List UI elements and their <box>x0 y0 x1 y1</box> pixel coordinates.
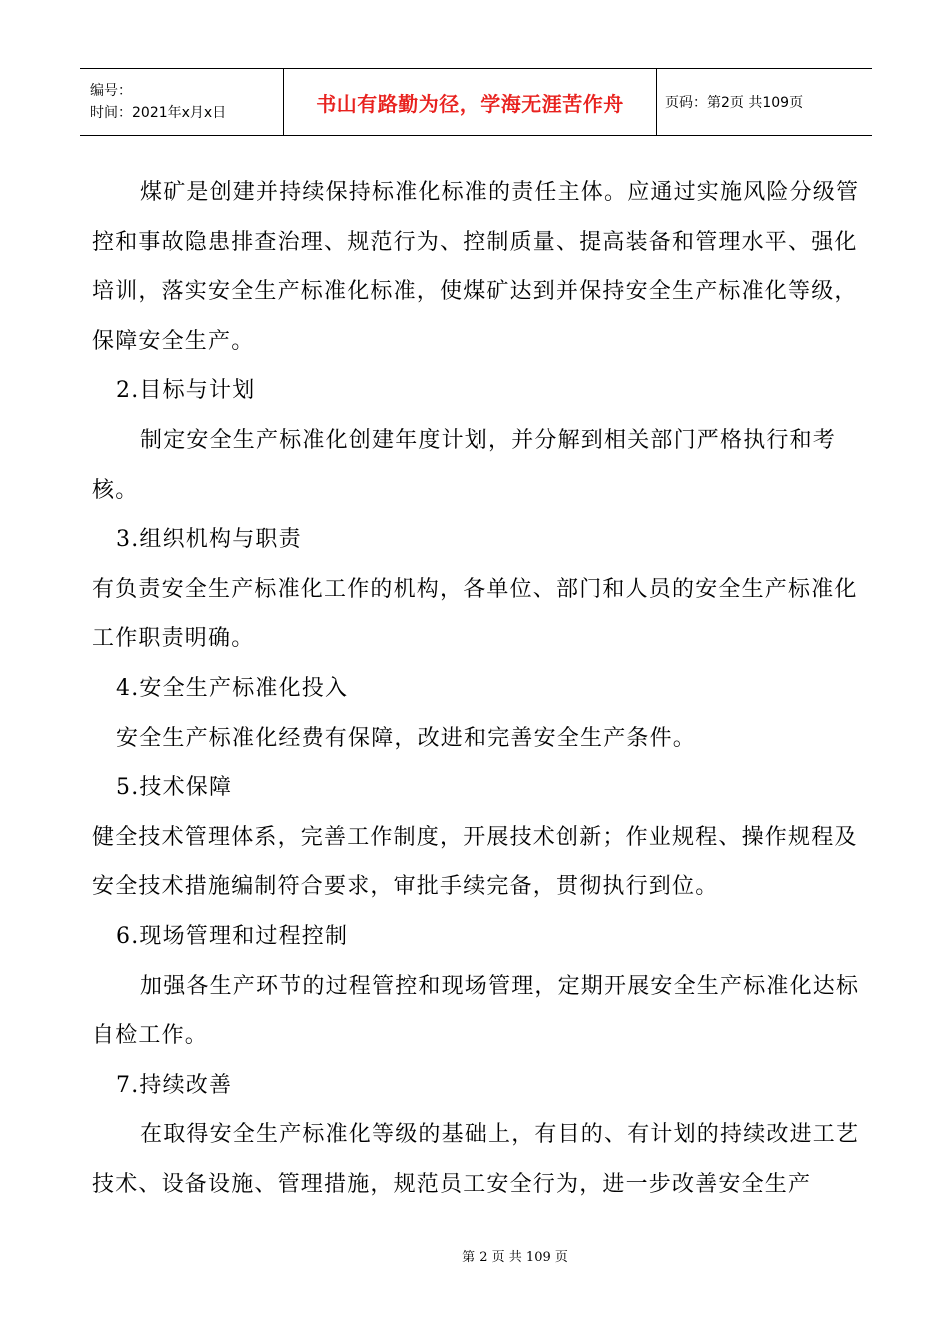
section-heading-4: 4.安全生产标准化投入 <box>116 675 349 701</box>
paragraph-4: 安全生产标准化经费有保障，改进和完善安全生产条件。 <box>116 725 697 751</box>
paragraph-5: 健全技术管理体系，完善工作制度，开展技术创新；作业规程、操作规程及安全技术措施编制符合要求，审批手续完备，贯彻执行到位。 <box>92 824 858 900</box>
section-heading-6: 6.现场管理和过程控制 <box>116 923 349 949</box>
section-heading-7: 7.持续改善 <box>116 1072 233 1098</box>
paragraph-6: 加强各生产环节的过程管控和现场管理，定期开展安全生产标准化达标自检工作。 <box>92 973 860 1049</box>
section-heading-3: 3.组织机构与职责 <box>116 527 302 553</box>
header-motto-cell <box>283 69 657 135</box>
header-page-info: 页码：第2页 共109页 <box>665 95 804 111</box>
paragraph-2: 制定安全生产标准化创建年度计划，并分解到相关部门严格执行和考核。 <box>92 427 837 503</box>
header-page-cell <box>657 69 872 135</box>
document-number-label: 编号： <box>90 83 132 99</box>
header-motto: 书山有路勤为径，学海无涯苦作舟 <box>316 91 624 116</box>
section-heading-2: 2.目标与计划 <box>116 378 256 404</box>
paragraph-3: 有负责安全生产标准化工作的机构，各单位、部门和人员的安全生产标准化工作职责明确。 <box>92 576 858 652</box>
paragraph-1: 煤矿是创建并持续保持标准化标准的责任主体。应通过实施风险分级管控和事故隐患排查治理、规范行为、控制质量、提高装备和管理水平、强化培训，落实安全生产标准化标准，使煤矿达到并保持安全生产标准化等级，保障安全生产。 <box>92 180 860 354</box>
header-meta <box>80 69 283 135</box>
page-footer: 第 2 页 共 109 页 <box>462 1250 568 1265</box>
paragraph-7: 在取得安全生产标准化等级的基础上，有目的、有计划的持续改进工艺技术、设备设施、管理措施，规范员工安全行为，进一步改善安全生产 <box>92 1122 860 1197</box>
document-body <box>92 168 862 1209</box>
section-heading-5: 5.技术保障 <box>116 775 233 801</box>
document-header <box>80 68 872 136</box>
document-time-label: 时间：2021年x月x日 <box>90 105 227 121</box>
